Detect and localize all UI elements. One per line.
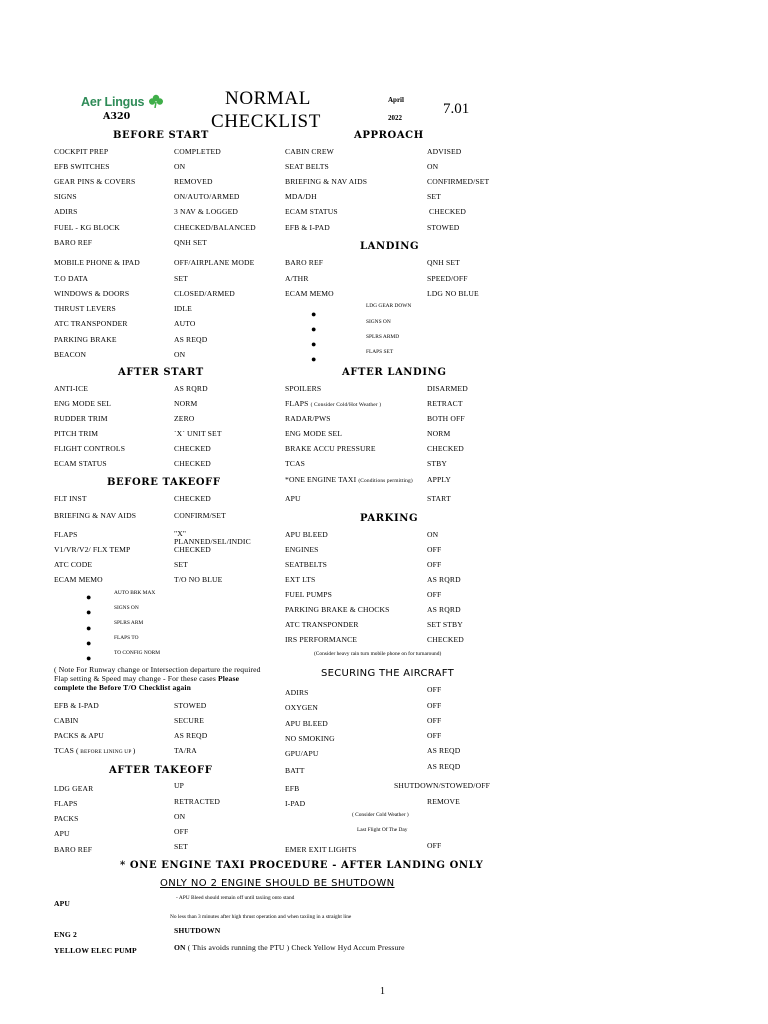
flaps-note: ( Consider Cold/Hot Weather ) [310,402,382,408]
runway-change-note-line1: ( Note For Runway change or Intersection departure the required [54,665,261,674]
list-item-label: PARKING BRAKE [54,335,117,344]
section-before-start-title: BEFORE START [113,130,209,141]
list-item-value: SET [174,560,188,569]
tcas-close: ) [132,746,136,755]
list-item-label: ENG MODE SEL [54,399,112,408]
yellow-elec-pump-note: ( This avoids running the PTU ) Check Yellow Hyd Accum Pressure [185,943,405,952]
list-item-value: CLOSED/ARMED [174,289,235,298]
list-item-value: AS REQD [174,731,208,740]
list-item-value: ON [427,162,439,171]
list-item-value: ON [174,812,186,821]
section-after-takeoff-title: AFTER TAKEOFF [109,765,213,776]
list-item-value: T/O NO BLUE [174,575,223,584]
memo-item: SIGNS ON [366,319,391,325]
one-engine-taxi-note: (Conditions permitting) [358,478,413,484]
list-item-value: STOWED [174,701,207,710]
tcas-label [54,746,135,755]
list-item-label: NO SMOKING [285,734,335,743]
list-item-label: BATT [285,766,305,775]
list-item-label: CABIN [54,716,79,725]
list-item-label: FLAPS [54,799,78,808]
memo-item: LDG GEAR DOWN [366,303,412,309]
one-engine-taxi-subtitle: ONLY NO 2 ENGINE SHOULD BE SHUTDOWN [160,878,395,889]
list-item-value: STOWED [427,223,460,232]
note-text: Flap setting & Speed may change - For these cases [54,674,218,683]
yellow-elec-pump-label: YELLOW ELEC PUMP [54,946,137,955]
list-item-value: OFF/AIRPLANE MODE [174,258,255,267]
list-item-value: TA/RA [174,746,197,755]
list-item-value: SECURE [174,716,205,725]
list-item-label: ECAM STATUS [54,459,107,468]
list-item-label: BEACON [54,350,87,359]
list-item-label: BRIEFING & NAV AIDS [285,177,368,186]
airline-name: Aer Lingus [81,95,145,109]
list-item-label: APU [54,829,70,838]
list-item-label: ECAM MEMO [54,575,103,584]
list-item-label: V1/VR/V2/ FLX TEMP [54,545,131,554]
list-item-value: OFF [174,827,189,836]
apu-bleed-note: - APU Bleed should remain off until taxiing onto stand [176,895,295,901]
list-item-label: OXYGEN [285,703,318,712]
runway-change-note-line2 [54,674,239,683]
list-item-value: QNH SET [174,238,207,247]
list-item-value: CHECKED [174,444,211,453]
list-item-label: THRUST LEVERS [54,304,116,313]
list-item-label [285,399,381,408]
list-item-value: SET [174,274,188,283]
list-item-label: ANTI-ICE [54,384,89,393]
list-item-label: ADIRS [54,207,78,216]
bullet-icon: ● [311,354,317,364]
apu-label: APU [54,899,71,908]
list-item-value: ADVISED [427,147,462,156]
list-item-label: BARO REF [54,238,93,247]
bullet-icon: ● [311,324,317,334]
list-item-label: LDG GEAR [54,784,94,793]
list-item-value: OFF [427,841,442,850]
list-item-label: ATC CODE [54,560,93,569]
list-item-value: SHUTDOWN/STOWED/OFF [394,781,490,790]
list-item-value: ZERO [174,414,195,423]
list-item-label: PACKS & APU [54,731,104,740]
list-item-value: CHECKED/BALANCED [174,223,256,232]
section-approach-title: APPROACH [354,130,424,141]
section-before-takeoff-title: BEFORE TAKEOFF [107,477,221,488]
list-item-label: BRIEFING & NAV AIDS [54,511,137,520]
securing-note-cold-weather: ( Consider Cold Weather ) [352,812,409,818]
one-engine-taxi-title: * ONE ENGINE TAXI PROCEDURE - AFTER LANDING ONLY [120,860,484,871]
list-item-label: PACKS [54,814,79,823]
list-item-label: FLIGHT CONTROLS [54,444,126,453]
list-item-label: SPOILERS [285,384,322,393]
list-item-value: CHECKED [427,635,464,644]
list-item-value: QNH SET [427,258,460,267]
list-item-value: OFF [427,545,442,554]
list-item-label: ATC TRANSPONDER [54,319,128,328]
section-securing-title: SECURING THE AIRCRAFT [321,668,454,679]
list-item-value: AS REQD [427,762,461,771]
memo-item: TO CONFIG NORM [114,650,161,656]
list-item-value: ON [427,530,439,539]
memo-item: AUTO BRK MAX [114,590,156,596]
section-parking-title: PARKING [360,513,419,524]
list-item-value: OFF [427,685,442,694]
list-item-value: START [427,494,451,503]
list-item-label: EFB & I-PAD [54,701,99,710]
list-item-label: IRS PERFORMANCE [285,635,358,644]
airline-logo [81,94,164,109]
list-item-value: SPEED/OFF [427,274,468,283]
list-item-label: FUEL PUMPS [285,590,333,599]
memo-item: FLAPS TO [114,635,139,641]
list-item-label: T.O DATA [54,274,89,283]
list-item-value: RETRACT [427,399,463,408]
runway-change-note-line3: complete the Before T/O Checklist again [54,683,191,692]
list-item-label: APU BLEED [285,530,328,539]
list-item-value: AS REQD [427,746,461,755]
page-title-line1: NORMAL [225,88,311,109]
memo-item: FLAPS SET [366,349,394,355]
memo-item: SIGNS ON [114,605,139,611]
list-item-value: OFF [427,590,442,599]
list-item-value: CHECKED [174,459,211,468]
list-item-label: PITCH TRIM [54,429,99,438]
list-item-label: EFB SWITCHES [54,162,110,171]
list-item-value: CONFIRMED/SET [427,177,490,186]
list-item-label: RADAR/PWS [285,414,331,423]
list-item-value: SET STBY [427,620,463,629]
yellow-elec-pump-on: ON [174,943,186,952]
list-item-value: ON [174,162,186,171]
list-item-label: MDA/DH [285,192,317,201]
list-item-value: "X" [174,529,187,538]
list-item-value: AS RQRD [174,384,208,393]
page-title-line2: CHECKLIST [211,111,321,132]
list-item-value: DISARMED [427,384,468,393]
version-number: 7.01 [443,101,470,117]
list-item-value: `X` UNIT SET [174,429,222,438]
list-item-label: A/THR [285,274,309,283]
parking-note: (Consider heavy rain turn mobile phone on for turnaround) [314,651,442,657]
list-item-value: BOTH OFF [427,414,465,423]
list-item-label: SIGNS [54,192,77,201]
list-item-label [285,475,413,484]
list-item-value: CHECKED [174,545,211,554]
list-item-value: CONFIRM/SET [174,511,226,520]
list-item-label: EXT LTS [285,575,316,584]
list-item-label: ENG MODE SEL [285,429,343,438]
list-item-label: ATC TRANSPONDER [285,620,359,629]
list-item-value: OFF [427,716,442,725]
bullet-icon: ● [86,653,92,663]
eng2-value: SHUTDOWN [174,926,221,935]
one-engine-taxi-label: *ONE ENGINE TAXI [285,475,357,484]
list-item-label: MOBILE PHONE & IPAD [54,258,140,267]
section-after-start-title: AFTER START [118,367,204,378]
list-item-label: APU [285,494,301,503]
list-item-value: STBY [427,459,448,468]
list-item-label: FUEL - KG BLOCK [54,223,120,232]
list-item-label: EFB & I-PAD [285,223,330,232]
list-item-value: AS RQRD [427,575,461,584]
list-item-value: AUTO [174,319,196,328]
list-item-value: SET [427,192,441,201]
list-item-value: SET [174,842,188,851]
shamrock-icon [148,94,164,108]
shutdown-timing-note: No less than 3 minutes after high thrust operation and when taxiing in a straight line [170,914,352,920]
list-item-value: CHECKED [427,207,466,216]
list-item-value: LDG NO BLUE [427,289,479,298]
section-after-landing-title: AFTER LANDING [342,367,447,378]
bullet-icon: ● [86,607,92,617]
list-item-label: ECAM MEMO [285,289,334,298]
list-item-label: BARO REF [285,258,324,267]
list-item-label: GPU/APU [285,749,319,758]
bullet-icon: ● [311,339,317,349]
list-item-value: ON/AUTO/ARMED [174,192,240,201]
list-item-label: ECAM STATUS [285,207,338,216]
list-item-label: BARO REF [54,845,93,854]
list-item-value: REMOVED [174,177,213,186]
eng2-label: ENG 2 [54,930,77,939]
list-item-label: WINDOWS & DOORS [54,289,130,298]
flaps-label: FLAPS [285,399,309,408]
list-item-label: EFB [285,784,300,793]
bullet-icon: ● [86,623,92,633]
list-item-value: OFF [427,701,442,710]
tcas-label-text: TCAS ( [54,746,79,755]
section-landing-title: LANDING [360,241,420,252]
list-item-value: UP [174,781,185,790]
list-item-value: COMPLETED [174,147,221,156]
list-item-value: CHECKED [174,494,211,503]
note-text-bold: Please [217,674,240,683]
list-item-value: OFF [427,560,442,569]
list-item-label: I-PAD [285,799,306,808]
list-item-label: ADIRS [285,688,309,697]
list-item-value: NORM [427,429,451,438]
list-item-value: NORM [174,399,198,408]
list-item-label: SEAT BELTS [285,162,329,171]
list-item-label: GEAR PINS & COVERS [54,177,136,186]
list-item-value: OFF [427,731,442,740]
page-number: 1 [380,986,385,997]
list-item-value: 3 NAV & LOGGED [174,207,239,216]
memo-item: SPLRS ARMD [366,334,400,340]
list-item-label: CABIN CREW [285,147,334,156]
list-item-label: PARKING BRAKE & CHOCKS [285,605,390,614]
list-item-value: ON [174,350,186,359]
list-item-value: RETRACTED [174,797,221,806]
list-item-value: AS REQD [174,335,208,344]
list-item-label: APU BLEED [285,719,328,728]
list-item-value: IDLE [174,304,192,313]
list-item-label: FLAPS [54,530,78,539]
list-item-value: REMOVE [427,797,460,806]
list-item-value: AS RQRD [427,605,461,614]
revision-month: April [388,96,404,104]
bullet-icon: ● [311,309,317,319]
aircraft-type: A320 [103,111,131,122]
list-item-label: ENGINES [285,545,319,554]
list-item-label: RUDDER TRIM [54,414,108,423]
list-item-value: APPLY [427,475,452,484]
memo-item: SPLRS ARM [114,620,144,626]
yellow-elec-pump-value [174,943,405,952]
securing-note-last-flight: Last Flight Of The Day [357,827,408,833]
revision-year: 2022 [388,114,402,122]
tcas-note: BEFORE LINING UP [78,749,133,755]
list-item-label: COCKPIT PREP [54,147,109,156]
list-item-label: EMER EXIT LIGHTS [285,845,357,854]
list-item-label: FLT INST [54,494,87,503]
list-item-value: CHECKED [427,444,464,453]
bullet-icon: ● [86,592,92,602]
bullet-icon: ● [86,638,92,648]
list-item-label: BRAKE ACCU PRESSURE [285,444,376,453]
list-item-label: TCAS [285,459,306,468]
list-item-label: SEATBELTS [285,560,327,569]
list-item-value: PLANNED/SEL/INDIC [174,537,251,546]
